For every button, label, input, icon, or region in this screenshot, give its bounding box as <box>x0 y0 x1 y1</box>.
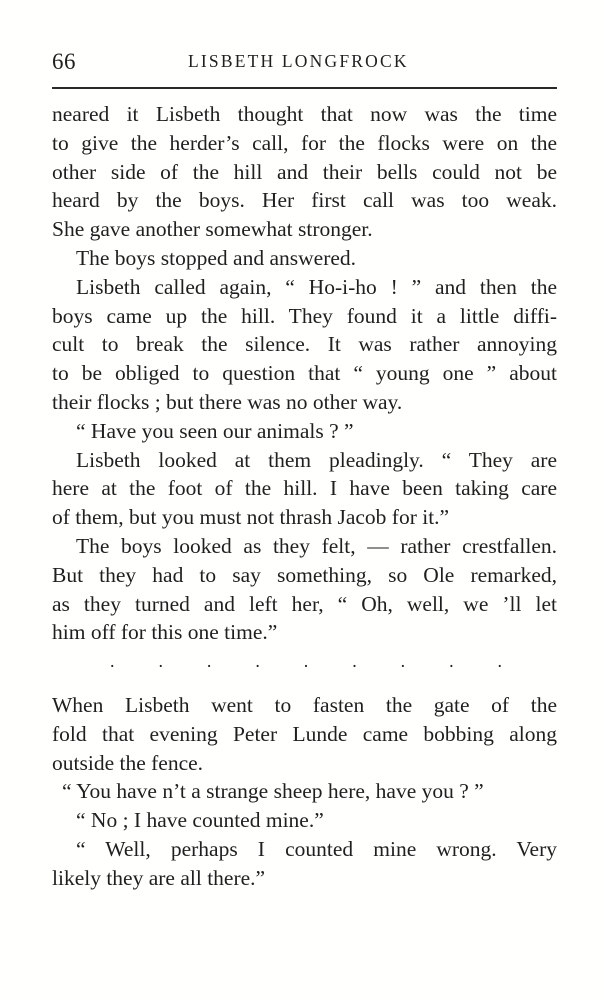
paragraph <box>52 806 557 835</box>
page-number: 66 <box>52 49 76 74</box>
text-line: Lisbeth looked at them pleadingly. “ They are <box>76 447 557 472</box>
running-title: LISBETH LONGFROCK <box>188 51 409 71</box>
paragraph <box>52 532 557 647</box>
text-line: here at the foot of the hill. I have been taking care <box>52 476 557 501</box>
section-break-dot: . <box>352 651 357 672</box>
text-line: She gave another somewhat stronger. <box>52 217 373 242</box>
section-break-dot: . <box>303 651 309 672</box>
text-line: “ You have n’t a strange sheep here, have you ? ” <box>62 779 484 804</box>
text-line: other side of the hill and their bells could not be <box>52 159 557 184</box>
text-line: outside the fence. <box>52 750 204 775</box>
section-break-dot: . <box>158 651 163 672</box>
header-rule <box>52 87 557 89</box>
text-line: him off for this one time.” <box>52 620 278 645</box>
text-line: likely they are all there.” <box>52 865 266 890</box>
text-line: neared it Lisbeth thought that now was the time <box>52 102 557 126</box>
text-line: of them, but you must not thrash Jacob for it.” <box>52 505 450 530</box>
text-line: heard by the boys. Her first call was too weak. <box>52 188 557 213</box>
text-line: as they turned and left her, “ Oh, well, we ’ll let <box>52 591 557 616</box>
text-line: The boys looked as they felt, — rather crestfallen. <box>76 533 557 558</box>
paragraph <box>52 691 557 777</box>
section-break <box>110 647 502 676</box>
section-break-dot: . <box>449 651 454 672</box>
paragraph <box>52 273 557 417</box>
paragraph <box>52 446 557 532</box>
paragraph <box>52 417 557 446</box>
text-line: But they had to say something, so Ole remarked, <box>52 562 557 587</box>
section-break-dot: . <box>400 651 406 672</box>
section-break-dot: . <box>206 651 212 672</box>
section-break-dot: . <box>110 651 115 672</box>
text-line: to be obliged to question that “ young one ” about <box>52 361 557 386</box>
text-line: “ Have you seen our animals ? ” <box>76 418 354 443</box>
body-text <box>52 100 557 893</box>
text-line: The boys stopped and answered. <box>76 245 357 270</box>
paragraph <box>52 777 557 806</box>
text-line: their flocks ; but there was no other way. <box>52 389 403 414</box>
paragraph <box>52 100 557 244</box>
section-gap <box>52 676 557 691</box>
text-line: cult to break the silence. It was rather annoying <box>52 332 557 357</box>
text-line: to give the herder’s call, for the flocks were on the <box>52 130 557 155</box>
text-line: When Lisbeth went to fasten the gate of the <box>52 692 557 717</box>
page-header <box>52 46 557 76</box>
text-line: “ No ; I have counted mine.” <box>76 808 324 833</box>
section-break-dot: . <box>255 651 260 672</box>
section-break-dot: . <box>497 651 502 672</box>
text-line: Lisbeth called again, “ Ho-i-ho ! ” and then the <box>76 274 557 299</box>
text-line: boys came up the hill. They found it a little diffi- <box>52 303 557 328</box>
text-line: fold that evening Peter Lunde came bobbing along <box>52 721 557 746</box>
paragraph <box>52 244 557 273</box>
paragraph <box>52 835 557 893</box>
text-line: “ Well, perhaps I counted mine wrong. Very <box>76 836 557 861</box>
